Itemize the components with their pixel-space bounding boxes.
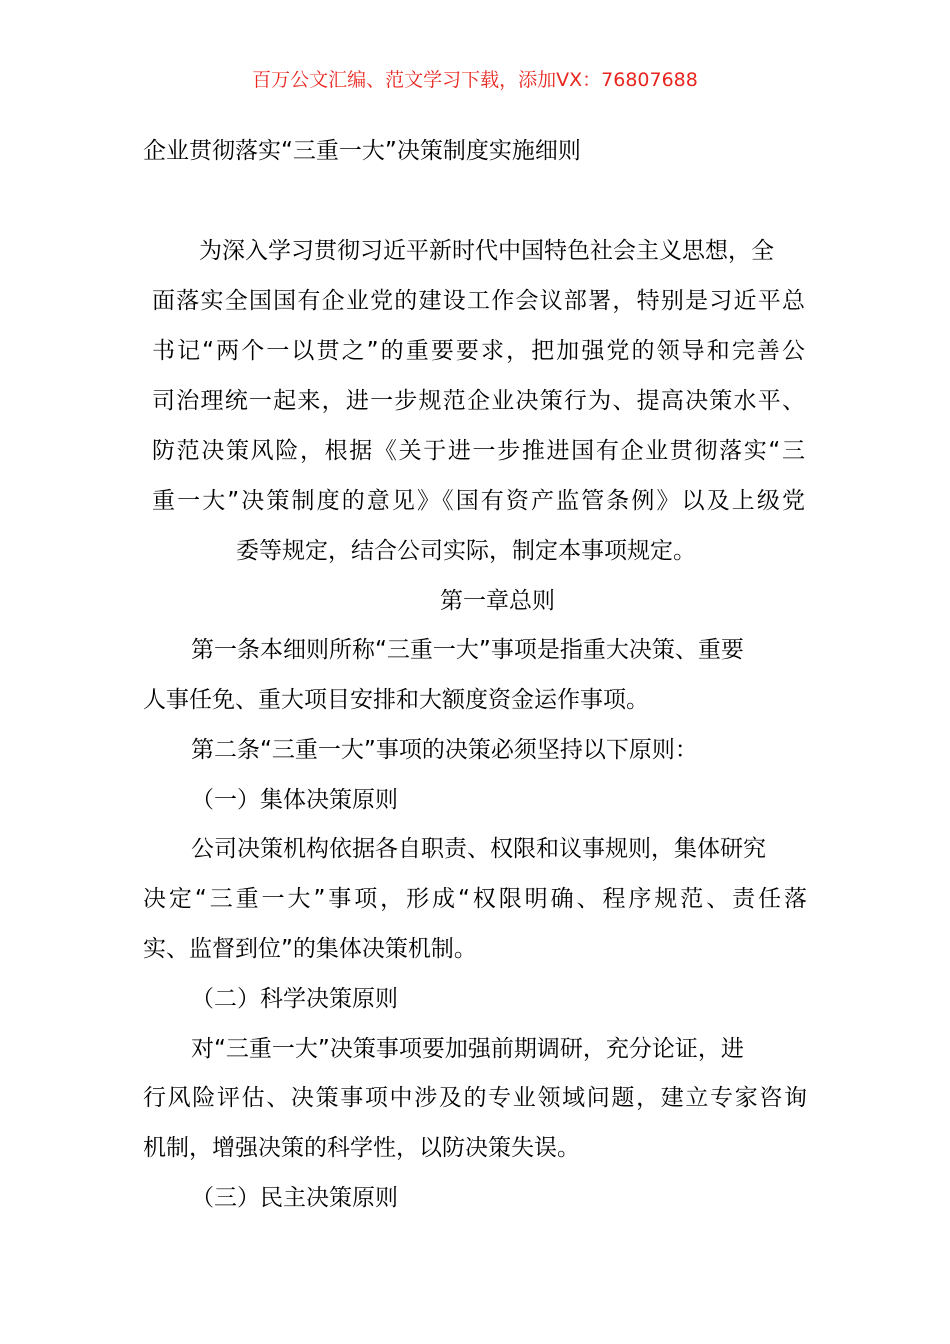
intro-line: 书记“两个一以贯之”的重要要求，把加强党的领导和完善公 xyxy=(152,338,805,364)
principle-1-line: 公司决策机构依据各自职责、权限和议事规则，集体研究 xyxy=(191,836,766,862)
chapter-title: 第一章总则 xyxy=(440,588,555,614)
article-1-line: 第一条本细则所称“三重一大”事项是指重大决策、重要 xyxy=(191,637,744,663)
article-1-line: 人事任免、重大项目安排和大额度资金运作事项。 xyxy=(143,687,649,713)
principle-1-line: 实、监督到位”的集体决策机制。 xyxy=(143,936,477,962)
intro-line: 防范决策风险，根据《关于进一步推进国有企业贯彻落实“三 xyxy=(152,438,805,464)
document-title: 企业贯彻落实“三重一大”决策制度实施细则 xyxy=(143,138,581,164)
intro-line: 委等规定，结合公司实际，制定本事项规定。 xyxy=(236,538,696,564)
principle-2-line: 行风险评估、决策事项中涉及的专业领域问题，建立专家咨询 xyxy=(143,1085,807,1111)
intro-line: 重一大”决策制度的意见》《国有资产监管条例》以及上级党 xyxy=(152,488,805,514)
principle-1-line: 决定“三重一大”事项，形成“权限明确、程序规范、责任落 xyxy=(143,886,807,912)
principle-1-title: （一）集体决策原则 xyxy=(191,787,398,813)
principle-2-line: 对“三重一大”决策事项要加强前期调研，充分论证，进 xyxy=(191,1036,744,1062)
principle-2-line: 机制，增强决策的科学性，以防决策失误。 xyxy=(143,1135,580,1161)
intro-line: 司治理统一起来，进一步规范企业决策行为、提高决策水平、 xyxy=(152,388,805,414)
principle-2-title: （二）科学决策原则 xyxy=(191,986,398,1012)
principle-3-title: （三）民主决策原则 xyxy=(191,1185,398,1211)
article-2: 第二条“三重一大”事项的决策必须坚持以下原则： xyxy=(191,737,698,763)
header-watermark-text: 百万公文汇编、范文学习下载，添加VX：76807688 xyxy=(252,69,698,91)
intro-line: 为深入学习贯彻习近平新时代中国特色社会主义思想，全 xyxy=(199,238,774,264)
intro-line: 面落实全国国有企业党的建设工作会议部署，特别是习近平总 xyxy=(152,288,805,314)
